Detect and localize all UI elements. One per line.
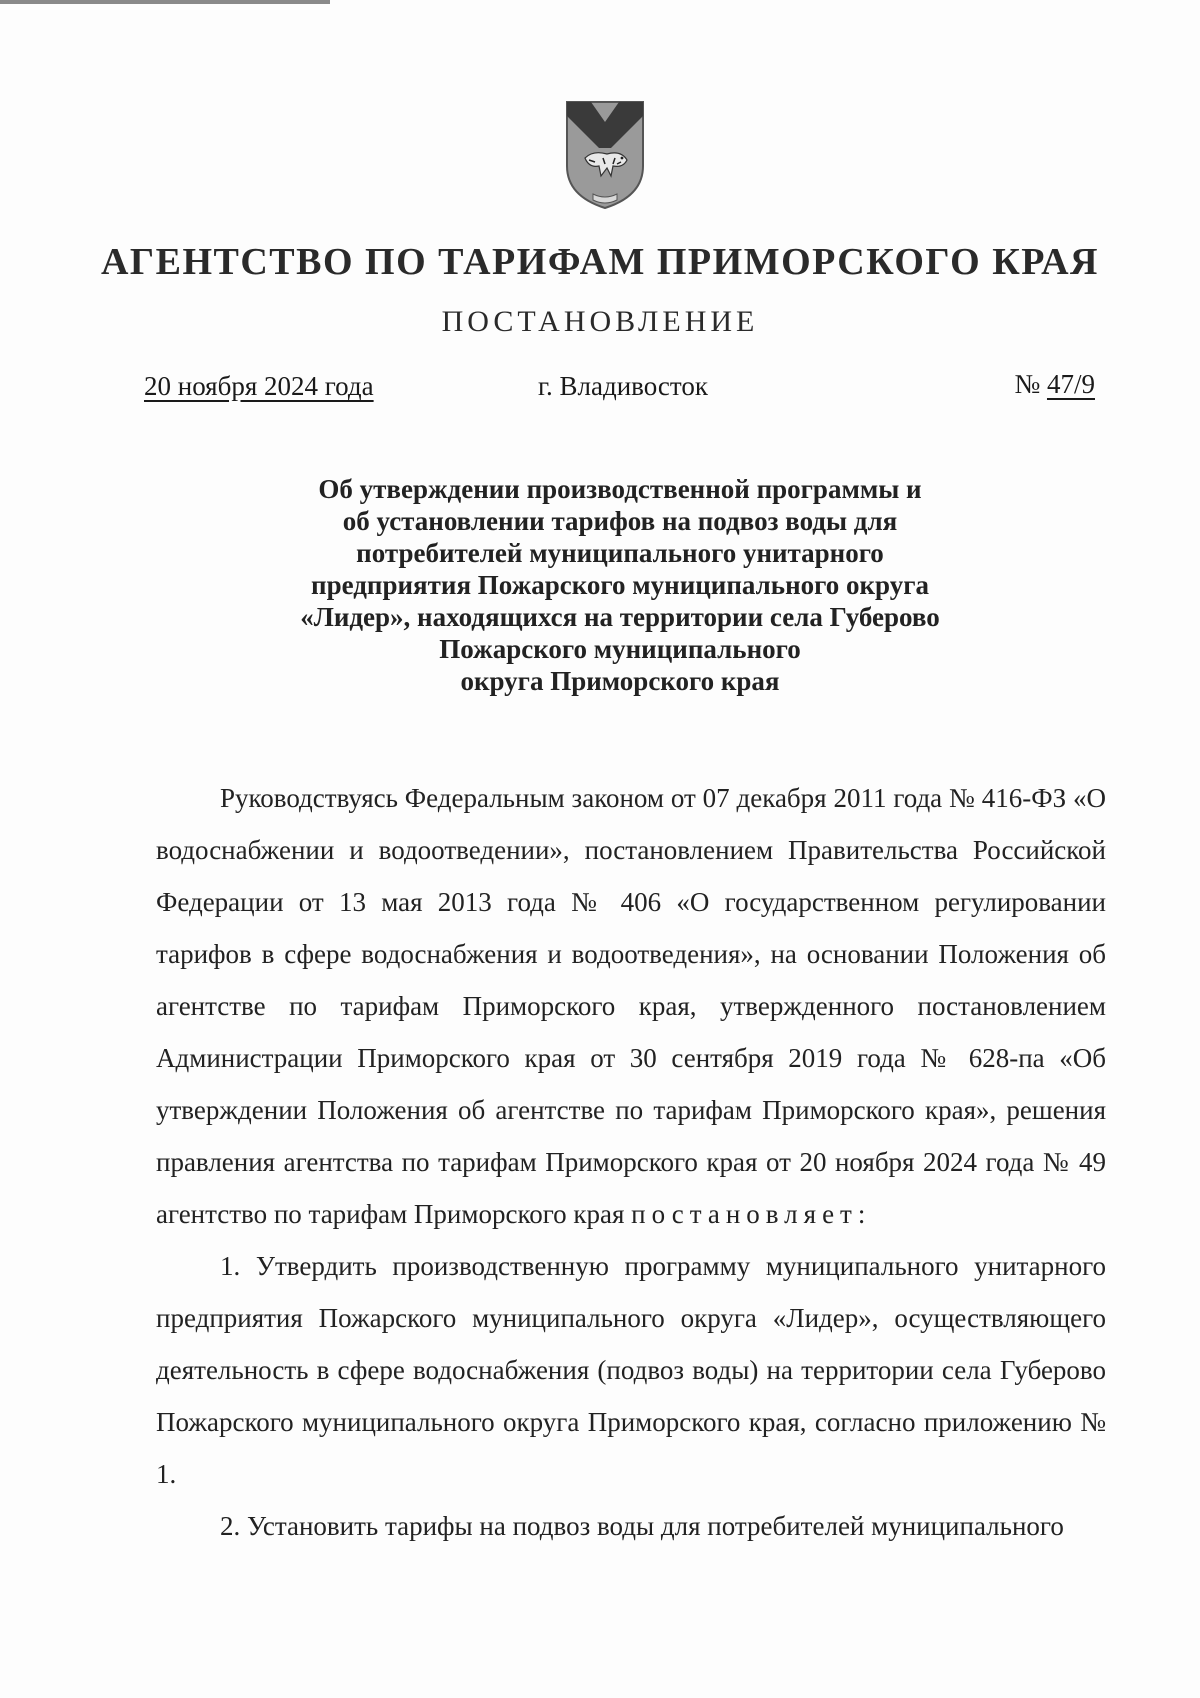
title-line: Об утверждении производственной программы и	[318, 474, 922, 504]
document-type: ПОСТАНОВЛЕНИЕ	[441, 305, 759, 338]
title-line: предприятия Пожарского муниципального округа	[311, 570, 929, 600]
title-line: потребителей муниципального унитарного	[356, 538, 884, 568]
number-sign: №	[1014, 369, 1041, 399]
decree-word: постановляет:	[631, 1199, 872, 1229]
document-number	[1014, 369, 1095, 400]
title-line: «Лидер», находящихся на территории села Губерово	[300, 602, 940, 632]
title-line: Пожарского муниципального	[439, 634, 801, 664]
agency-name: АГЕНТСТВО ПО ТАРИФАМ ПРИМОРСКОГО КРАЯ	[100, 241, 1099, 283]
item-1-paragraph: 1. Утвердить производственную программу муниципального унитарного предприятия Пожарского муниципального округа «Лидер», осуществляющего деятельность в сфере водоснабжения (подвоз воды) на территории села Губерово Пожарского муниципального округа Приморского края, согласно приложению № 1.	[156, 1251, 1106, 1489]
number-value: 47/9	[1046, 369, 1095, 399]
preamble-text: Руководствуясь Федеральным законом от 07 декабря 2011 года № 416-ФЗ «О водоснабжении и водоотведении», постановлением Правительства Российской Федерации от 13 мая 2013 года № 406 «О государственном регулировании тарифов в сфере водоснабжения и водоотведения», на основании Положения об агентстве по тарифам Приморского края, утвержденного постановлением Администрации Приморского края от 30 сентября 2019 года № 628-па «Об утверждении Положения об агентстве по тарифам Приморского края», решения правления агентства по тарифам Приморского края от 20 ноября 2024 года № 49 агентство по тарифам Приморского края	[156, 783, 1106, 1229]
item-2-paragraph: 2. Установить тарифы на подвоз воды для потребителей муниципального	[220, 1511, 1064, 1541]
title-line: об установлении тарифов на подвоз воды для	[342, 506, 898, 536]
document-date: 20 ноября 2024 года	[144, 371, 374, 401]
scan-edge-mark	[0, 0, 330, 4]
document-body	[156, 772, 1106, 1552]
document-city: г. Владивосток	[538, 371, 708, 401]
title-line: округа Приморского края	[460, 666, 780, 696]
coat-of-arms-icon	[563, 96, 647, 212]
document-title	[200, 473, 1040, 697]
preamble-paragraph	[156, 772, 1106, 1240]
